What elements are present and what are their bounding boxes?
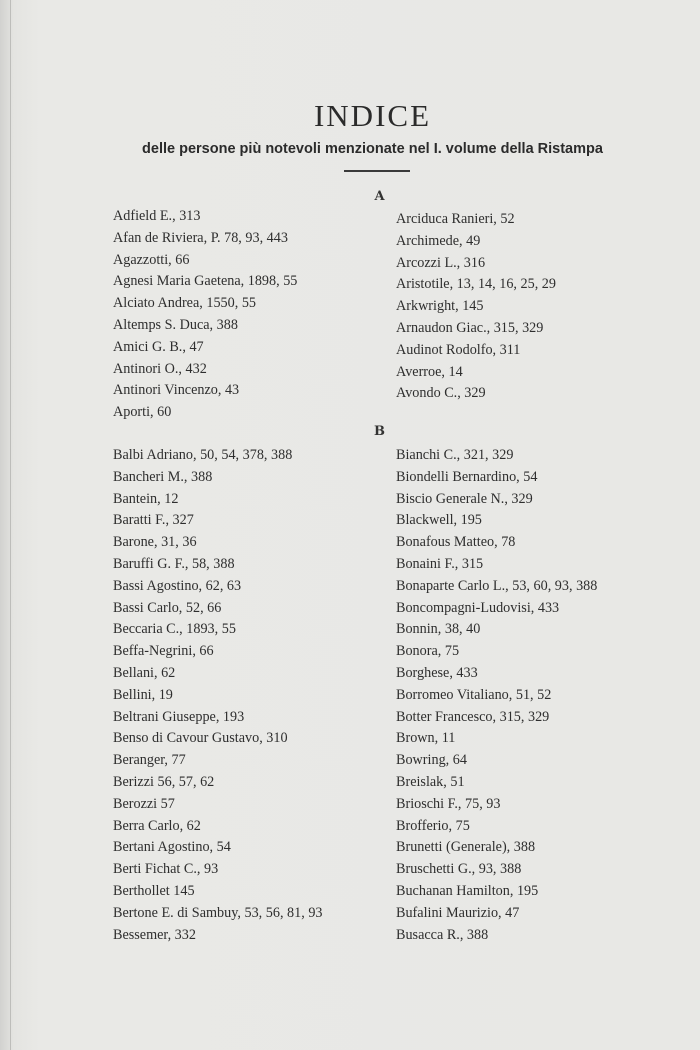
page-title: INDICE <box>313 98 432 133</box>
index-entry: Brioschi F., 75, 93 <box>396 795 501 812</box>
index-entry: Brofferio, 75 <box>396 817 470 834</box>
index-entry: Bonora, 75 <box>396 643 460 660</box>
index-entry: Bassi Carlo, 52, 66 <box>113 599 222 616</box>
index-entry: Biondelli Bernardino, 54 <box>396 468 538 485</box>
index-entry: Avondo C., 329 <box>396 385 486 402</box>
index-entry: Beccaria C., 1893, 55 <box>113 621 236 638</box>
index-entry: Busacca R., 388 <box>396 926 489 943</box>
index-column-b-left <box>113 445 323 946</box>
index-entry: Boncompagni-Ludovisi, 433 <box>396 599 560 616</box>
index-entry: Barone, 31, 36 <box>113 534 197 551</box>
section-letter-a: A <box>374 189 386 204</box>
index-entry: Beffa-Negrini, 66 <box>113 643 214 660</box>
index-entry: Benso di Cavour Gustavo, 310 <box>113 730 288 747</box>
index-entry: Berozzi 57 <box>113 795 175 812</box>
index-entry: Audinot Rodolfo, 311 <box>396 341 521 358</box>
index-entry: Bonaparte Carlo L., 53, 60, 93, 388 <box>396 577 598 594</box>
index-entry: Balbi Adriano, 50, 54, 378, 388 <box>113 447 293 463</box>
index-entry: Bonaini F., 315 <box>396 555 484 572</box>
index-entry: Berti Fichat C., 93 <box>113 861 219 878</box>
index-entry: Aristotile, 13, 14, 16, 25, 29 <box>396 276 556 293</box>
index-entry: Bassi Agostino, 62, 63 <box>113 577 242 594</box>
index-entry: Blackwell, 195 <box>396 512 482 529</box>
index-entry: Bonnin, 38, 40 <box>396 621 481 638</box>
index-entry: Archimede, 49 <box>396 232 481 249</box>
index-entry: Agazzotti, 66 <box>113 251 190 268</box>
index-column-a-right <box>396 209 556 405</box>
index-entry: Biscio Generale N., 329 <box>396 490 533 507</box>
index-entry: Bantein, 12 <box>113 490 179 507</box>
index-column-a-left <box>113 206 297 424</box>
index-entry: Berthollet 145 <box>113 882 195 899</box>
index-entry: Brunetti (Generale), 388 <box>396 839 536 856</box>
index-entry: Bowring, 64 <box>396 752 467 769</box>
page-subtitle: delle persone più notevoli menzionate nel I. volume della Ristampa <box>142 141 603 157</box>
page-gutter-edge <box>10 0 11 1050</box>
index-entry: Arkwright, 145 <box>396 298 484 315</box>
index-entry: Botter Francesco, 315, 329 <box>396 708 550 725</box>
index-entry: Borromeo Vitaliano, 51, 52 <box>396 686 552 703</box>
index-entry: Antinori O., 432 <box>113 360 207 377</box>
index-entry: Bruschetti G., 93, 388 <box>396 861 522 878</box>
index-entry: Beltrani Giuseppe, 193 <box>113 708 245 725</box>
index-entry: Breislak, 51 <box>396 773 465 790</box>
index-entry: Baratti F., 327 <box>113 512 194 529</box>
index-entry: Borghese, 433 <box>396 664 478 681</box>
index-entry: Berizzi 56, 57, 62 <box>113 773 215 790</box>
index-entry: Bonafous Matteo, 78 <box>396 534 516 551</box>
index-entry: Amici G. B., 47 <box>113 338 204 355</box>
index-column-b-right <box>396 445 597 946</box>
index-entry: Afan de Riviera, P. 78, 93, 443 <box>113 229 288 246</box>
index-entry: Arciduca Ranieri, 52 <box>396 211 515 227</box>
index-entry: Bessemer, 332 <box>113 926 196 943</box>
index-entry: Berra Carlo, 62 <box>113 817 201 834</box>
index-entry: Altemps S. Duca, 388 <box>113 316 238 333</box>
index-entry: Adfield E., 313 <box>113 208 201 224</box>
index-entry: Alciato Andrea, 1550, 55 <box>113 295 257 312</box>
index-entry: Bancheri M., 388 <box>113 468 213 485</box>
index-entry: Buchanan Hamilton, 195 <box>396 882 539 899</box>
index-entry: Bufalini Maurizio, 47 <box>396 904 520 921</box>
index-entry: Averroe, 14 <box>396 363 463 380</box>
section-letter-b: B <box>374 424 386 439</box>
index-entry: Arnaudon Giac., 315, 329 <box>396 319 544 336</box>
index-entry: Bianchi C., 321, 329 <box>396 447 514 463</box>
index-entry: Bertone E. di Sambuy, 53, 56, 81, 93 <box>113 904 323 921</box>
index-entry: Bertani Agostino, 54 <box>113 839 231 856</box>
index-entry: Bellani, 62 <box>113 664 176 681</box>
title-divider <box>344 170 410 172</box>
index-entry: Agnesi Maria Gaetena, 1898, 55 <box>113 273 298 290</box>
index-entry: Arcozzi L., 316 <box>396 254 486 271</box>
index-entry: Beranger, 77 <box>113 752 186 769</box>
index-entry: Antinori Vincenzo, 43 <box>113 382 240 399</box>
index-entry: Baruffi G. F., 58, 388 <box>113 555 235 572</box>
index-entry: Brown, 11 <box>396 730 456 747</box>
index-entry: Bellini, 19 <box>113 686 173 703</box>
index-entry: Aporti, 60 <box>113 404 172 421</box>
